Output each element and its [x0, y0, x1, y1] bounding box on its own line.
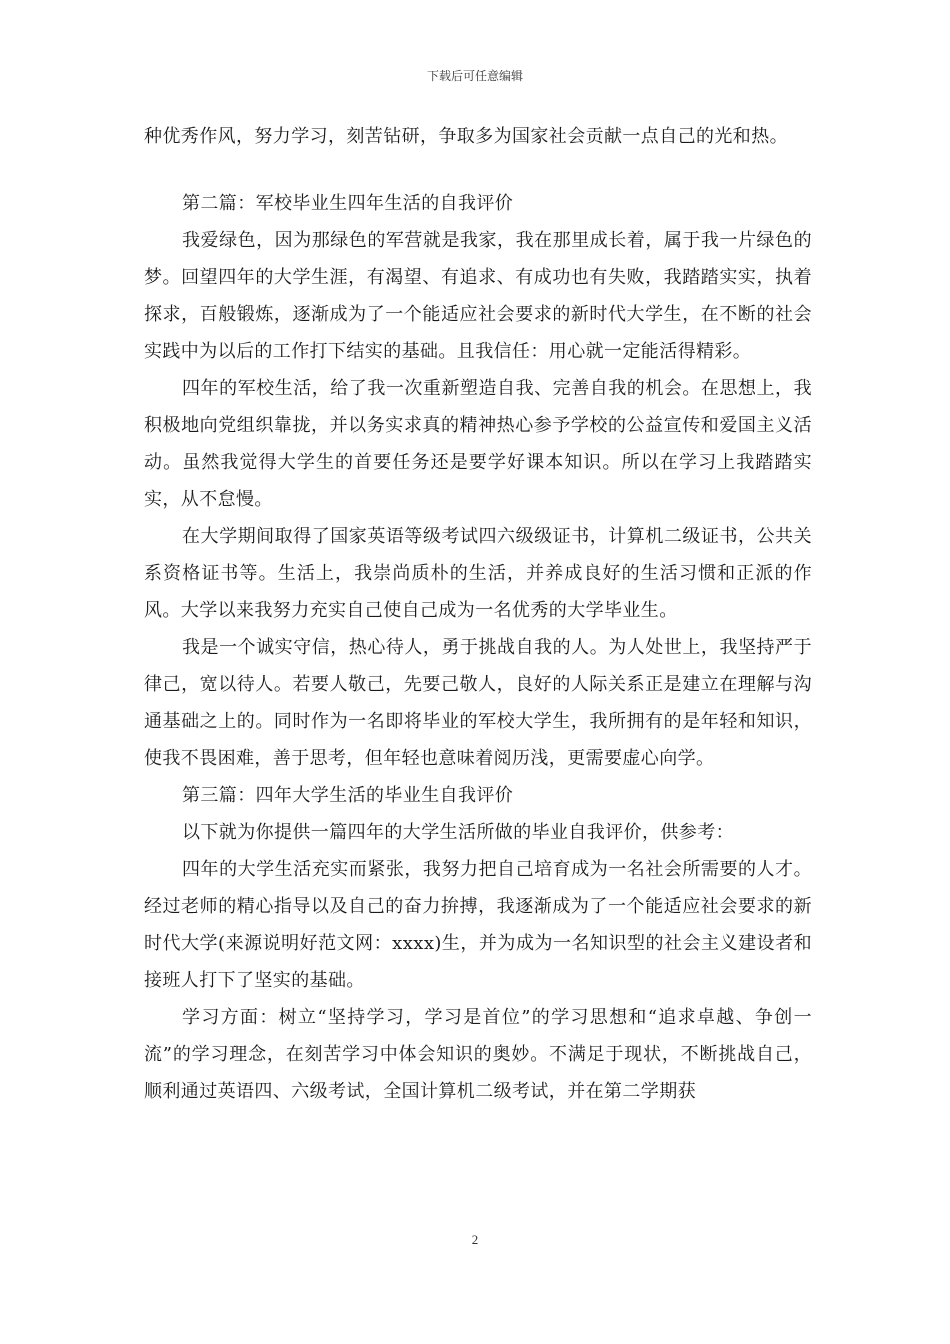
paragraph: 以下就为你提供一篇四年的大学生活所做的毕业自我评价，供参考： [182, 822, 734, 843]
section-heading: 第二篇：军校毕业生四年生活的自我评价 [182, 193, 514, 214]
page-header: 下载后可任意编辑 [426, 69, 523, 83]
paragraph: 四年的大学生活充实而紧张，我努力把自己培育成为一名社会所需要的人才。经过老师的精心指导以及自己的奋力拚搏，我逐渐成为了一个能适应社会要求的新时代大学(来源说明好范文网：xxxx)生，并为成为一名知识型的社会主义建设者和接班人打下了坚实的基础。 [144, 859, 812, 991]
document-body [144, 118, 812, 1110]
page-number: 2 [471, 1232, 479, 1247]
paragraph: 学习方面：树立“坚持学习，学习是首位”的学习思想和“追求卓越、争创一流”的学习理念，在刻苦学习中体会知识的奥妙。不满足于现状，不断挑战自己，顺利通过英语四、六级考试，全国计算机二级考试，并在第二学期获 [144, 1007, 812, 1102]
paragraph: 我爱绿色，因为那绿色的军营就是我家，我在那里成长着，属于我一片绿色的梦。回望四年的大学生涯，有渴望、有追求、有成功也有失败，我踏踏实实，执着探求，百般锻炼，逐渐成为了一个能适应社会要求的新时代大学生，在不断的社会实践中为以后的工作打下结实的基础。且我信任：用心就一定能活得精彩。 [144, 230, 812, 362]
paragraph: 种优秀作风，努力学习，刻苦钻研，争取多为国家社会贡献一点自己的光和热。 [144, 126, 788, 147]
paragraph: 在大学期间取得了国家英语等级考试四六级级证书，计算机二级证书，公共关系资格证书等。生活上，我崇尚质朴的生活，并养成良好的生活习惯和正派的作风。大学以来我努力充实自己使自己成为一名优秀的大学毕业生。 [144, 526, 812, 621]
section-heading: 第三篇：四年大学生活的毕业生自我评价 [182, 785, 514, 806]
paragraph: 四年的军校生活，给了我一次重新塑造自我、完善自我的机会。在思想上，我积极地向党组织靠拢，并以务实求真的精神热心参予学校的公益宣传和爱国主义活动。虽然我觉得大学生的首要任务还是要学好课本知识。所以在学习上我踏踏实实，从不怠慢。 [144, 378, 812, 510]
paragraph: 我是一个诚实守信，热心待人，勇于挑战自我的人。为人处世上，我坚持严于律己，宽以待人。若要人敬己，先要己敬人，良好的人际关系正是建立在理解与沟通基础之上的。同时作为一名即将毕业的军校大学生，我所拥有的是年轻和知识，使我不畏困难，善于思考，但年轻也意味着阅历浅，更需要虚心向学。 [144, 637, 812, 769]
